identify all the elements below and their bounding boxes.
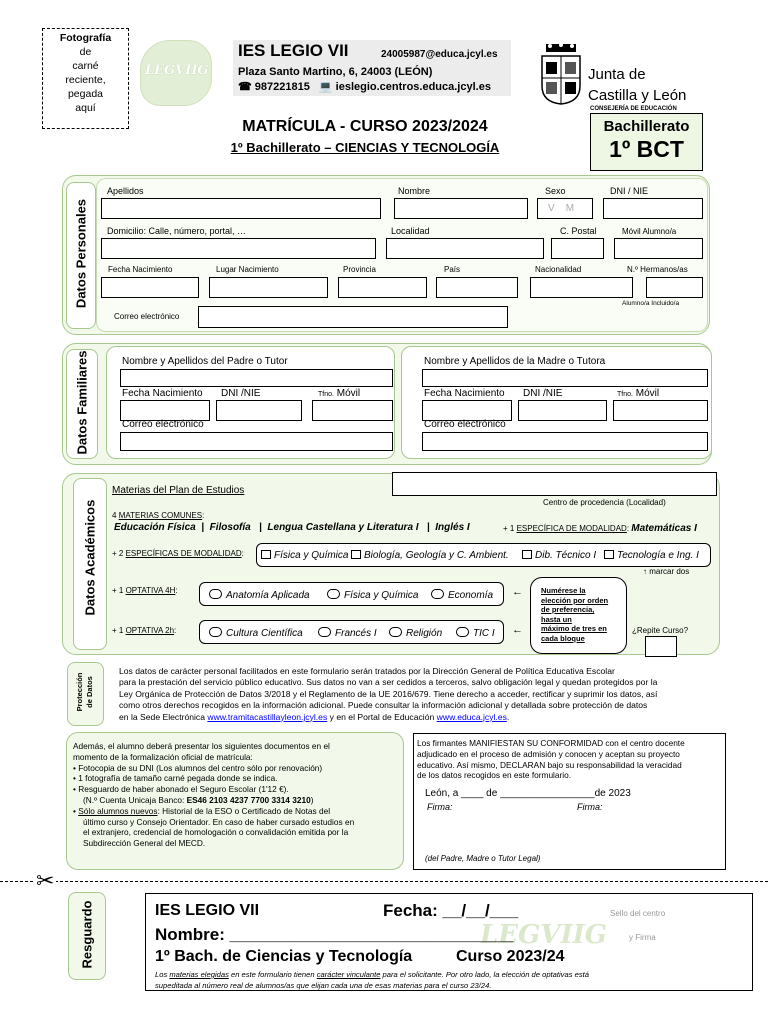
radio-icon [209,627,222,637]
padre-nombre-field[interactable] [120,369,393,387]
centro-field[interactable] [392,472,717,496]
documentos-item-3c-text: ) [310,794,314,805]
academicos-section-label: Datos Académicos [82,499,98,616]
resguardo-note-1 [155,970,589,981]
dos-option-2[interactable] [351,550,509,561]
documentos-item-1-text: Fotocopia de su DNI (Los alumnos del centro sólo por renovación) [78,762,323,773]
preference-note-2: elección por orden [541,595,609,605]
documentos-item-4-label: Sólo alumnos nuevos [78,805,158,816]
materias-label: Materias del Plan de Estudios [112,485,245,496]
firmantes-line-2: adjudicado en el proceso de admisión y conocen y aceptan su proyecto [417,748,680,759]
documentos-account: ES46 2103 4237 7700 3314 3210 [186,794,311,805]
opt2-option-2-label: Francés I [335,628,377,639]
arrow-left-icon: ← [512,624,523,636]
padre-movil-field[interactable] [312,400,393,421]
movil-field[interactable] [614,238,703,259]
resguardo-curso: 1º Bach. de Ciencias y Tecnología [155,948,413,965]
firmantes-fecha[interactable]: León, a ____ de _________________de 2023 [425,788,631,799]
cpostal-label: C. Postal [560,226,597,236]
especifica-prefix: + 1 [503,524,515,533]
madre-movil-field[interactable] [613,400,708,421]
proteccion-section-label [75,662,95,722]
comunes-line: 4 MATERIAS COMUNES: [112,511,205,520]
dos-label: ESPECÍFICAS DE MODALIDAD [125,549,242,558]
madre-title: Nombre y Apellidos de la Madre o Tutora [424,356,606,367]
proteccion-line-1: Los datos de carácter personal facilitados en este formulario serán tratados por la Dirección General de Política Educativa Escolar [119,666,615,676]
phone-row [238,80,491,93]
madre-fecha-label: Fecha Nacimiento [424,388,505,399]
resguardo-section-label: Resguardo [79,900,95,969]
padre-fecha-field[interactable] [120,400,210,421]
resguardo-note-2: supeditada al número real de alumnos/as que elijan cada una de esas materias para el curso 23/24. [155,980,492,990]
proteccion-text [119,666,657,723]
radio-icon [327,589,340,599]
resguardo-note [155,970,589,991]
phone-icon: ☎ [238,81,252,93]
school-web: ieslegio.centros.educa.jcyl.es [335,81,491,93]
opt4-prefix: + 1 [112,586,124,595]
educa-link[interactable]: www.educa.jcyl.es [436,711,507,722]
madre-movil-text: Móvil [635,388,660,399]
opt2-option-3[interactable] [389,627,442,639]
checkbox-icon [522,550,532,559]
proteccion-label-1: Protección [75,672,84,712]
fecha-nac-field[interactable] [101,277,199,298]
dos-option-2-label: Biología, Geología y C. Ambient. [364,550,509,561]
madre-fecha-field[interactable] [422,400,512,421]
resguardo-curso-year: Curso 2023/24 [456,948,565,965]
madre-dni-field[interactable] [518,400,607,421]
proteccion-line-5c: . [506,711,510,722]
dos-option-1-label: Física y Química [274,550,349,561]
documentos-item-3: • Resguardo de haber abonado el Seguro Escolar (1'12 €). [73,784,289,795]
madre-dni-label: DNI /NIE [523,388,563,399]
badge-main: 1º BCT [609,136,684,162]
computer-icon: 💻 [318,81,333,93]
checkbox-icon [351,550,361,559]
dos-prefix: + 2 [112,549,124,558]
opt2-label: OPTATIVA 2h [125,626,175,635]
apellidos-label: Apellidos [107,186,144,196]
madre-tfno-label [617,388,659,399]
preference-note-3: de preferencia, [541,605,595,614]
especifica-line: + 1 ESPECÍFICA DE MODALIDAD: Matemáticas I [503,523,697,534]
tutor-note: (del Padre, Madre o Tutor Legal) [425,854,541,863]
radio-icon [456,627,469,637]
resguardo-nombre[interactable]: Nombre: ______________________________ [155,925,514,944]
dos-option-3-label: Dib. Técnico I [535,550,597,561]
correo-label: Correo electrónico [114,312,180,321]
junta-line-2: Castilla y León [588,87,687,104]
movil-label: Móvil Alumno/a [622,227,677,236]
repite-label: ¿Repite Curso? [632,626,689,635]
checkbox-icon [604,550,614,559]
firmantes-line-4: de los datos recogidos en este formulario. [417,770,572,781]
junta-line-1: Junta de [588,66,646,83]
opt2-line: + 1 OPTATIVA 2h: [112,626,177,635]
resguardo-note-u2: carácter vinculante [316,970,381,979]
opt4-option-2[interactable] [327,589,418,601]
opt2-prefix: + 1 [112,626,124,635]
proteccion-line-4: como otros derechos recogidos en la información adicional. Puede consultar la información adicional y detallada sobre protección de datos [119,700,648,711]
junta-logo [538,42,584,106]
lugar-nac-field[interactable] [209,277,328,298]
documentos-item-3-text: Resguardo de haber abonado el Seguro Escolar (1'12 €). [78,784,289,795]
resguardo-note-b: en este formulario tienen [228,970,317,979]
proteccion-line-3: Ley Orgánica de Protección de Datos 3/2018 y el Reglamento de la UE 2016/679. Tiene derecho a acceder, rectificar y suprimir los datos, así [119,688,658,699]
sede-link[interactable]: www.tramitacastillayleon.jcyl.es [207,711,328,722]
comunes-list: Educación Física | Filosofía | Lengua Castellana y Literatura I | Inglés I [114,522,470,533]
opt4-option-2-label: Física y Química [344,590,419,601]
opt4-option-1-label: Anatomía Aplicada [226,590,310,601]
madre-correo-label: Correo electrónico [424,419,506,430]
dos-option-1[interactable] [261,550,348,561]
padre-dni-field[interactable] [216,400,302,421]
dos-line: + 2 ESPECÍFICAS DE MODALIDAD: [112,549,244,558]
provincia-field[interactable] [338,277,427,298]
sello-label-1: Sello del centro [610,909,666,918]
padre-correo-field[interactable] [120,432,393,451]
documentos-item-2: • 1 fotografía de tamaño carné pegada donde se indica. [73,773,278,784]
firmantes-line-3: educativo. Así mismo, DECLARAN bajo su responsabilidad la veracidad [417,759,682,770]
photo-label-6: aquí [75,102,96,114]
padre-title: Nombre y Apellidos del Padre o Tutor [122,356,288,367]
documentos-item-4: • Sólo alumnos nuevos: Historial de la ESO o Certificado de Notas del [73,805,331,816]
opt4-option-1[interactable] [209,589,310,601]
personal-section-label: Datos Personales [73,198,89,309]
opt4-option-3-label: Economía [448,590,494,601]
centro-label: Centro de procedencia (Localidad) [543,498,666,507]
documentos-intro-1: Además, el alumno deberá presentar los siguientes documentos en el [73,741,330,751]
padre-tfno-text: Tfno. [318,391,334,398]
opt2-option-4[interactable] [456,627,495,639]
photo-label-1: Fotografía [59,32,112,44]
comunes-prefix: 4 [112,511,117,520]
localidad-field[interactable] [386,238,544,259]
photo-label-3: carné [72,60,99,72]
badge-top: Bachillerato [603,118,690,135]
preference-note-6: cada bloque [541,633,585,643]
photo-label-2: de [79,46,92,58]
school-name: IES LEGIO VII [238,41,349,60]
firma-label-1: Firma: [427,802,453,812]
firmantes-text [417,738,685,781]
dos-option-3[interactable] [522,550,596,561]
domicilio-field[interactable] [101,238,376,259]
preference-note-4: hasta un [541,614,572,624]
repite-field[interactable] [645,636,677,657]
proteccion-line-5a: en la Sede Electrónica [119,711,208,722]
dni-field[interactable] [603,198,703,219]
resguardo-watermark: LEGVIIG [480,920,608,950]
scissors-icon: ✂ [36,868,55,893]
radio-icon [389,627,402,637]
especifica-label: ESPECÍFICA DE MODALIDAD [516,524,627,533]
photo-label-4: reciente, [65,74,106,86]
sexo-options: V M [548,203,575,214]
proteccion-line-5 [119,712,657,723]
proteccion-line-2: para la prestación del servicio público educativo. Sus datos no van a ser cedidos a terceros, salvo obligación legal y quedan protegidos por la [119,677,658,688]
photo-label-5: pegada [67,88,104,100]
hermanos-label: N.º Hermanos/as [627,265,688,274]
checkbox-icon [261,550,271,559]
documentos-item-4c: el extranjero, credencial de homologación o convalidación emitida por la [83,827,349,838]
opt2-option-1[interactable] [209,627,303,639]
madre-correo-field[interactable] [422,432,708,451]
firma-label-2: Firma: [577,802,603,812]
documentos-item-1: • Fotocopia de su DNI (Los alumnos del centro sólo por renovación) [73,762,323,773]
opt4-line: + 1 OPTATIVA 4H: [112,586,178,595]
dos-option-4[interactable] [604,550,699,561]
sello-label-2: y Firma [629,933,656,942]
padre-fecha-label: Fecha Nacimiento [122,388,203,399]
comunes-label: MATERIAS COMUNES [118,511,203,520]
documentos-item-2-text: 1 fotografía de tamaño carné pegada donde se indica. [78,773,278,784]
dos-option-4-label: Tecnología e Ing. I [617,550,699,561]
lugar-nac-label: Lugar Nacimiento [216,265,279,274]
hermanos-field[interactable] [646,277,703,298]
preference-note-5: máximo de tres en [541,624,607,633]
nacionalidad-label: Nacionalidad [535,265,582,274]
marcar-dos-note: ↑ marcar dos [643,567,690,576]
resguardo-note-u1: materias elegidas [169,970,229,979]
documentos-text [73,741,398,849]
opt2-option-3-label: Religión [406,628,443,639]
documentos-item-4b: último curso y Consejo Orientador. En caso de haber cursado estudios en [83,816,355,827]
radio-icon [209,589,222,599]
school-address: Plaza Santo Martino, 6, 24003 (LEÓN) [238,66,433,78]
junta-text [588,64,686,106]
nacionalidad-field[interactable] [530,277,633,298]
page-subtitle: 1º Bachillerato – CIENCIAS Y TECNOLOGÍA [230,140,500,155]
familiares-section-label: Datos Familiares [74,350,90,455]
page-title: MATRÍCULA - CURSO 2023/2024 [242,118,488,135]
domicilio-label: Domicilio: Calle, número, portal, … [107,226,247,236]
preference-note-1: Numérese la [541,586,586,595]
cpostal-field[interactable] [551,238,604,259]
provincia-label: Provincia [343,265,376,274]
correo-field[interactable] [198,306,508,328]
course-badge [590,113,703,171]
opt4-option-3[interactable] [431,589,493,601]
preference-note [530,577,627,654]
sexo-label: Sexo [545,186,566,196]
arrow-left-icon: ← [512,586,523,598]
nombre-label: Nombre [398,186,431,196]
documentos-item-4-text: : Historial de la ESO o Certificado de Notas del [157,805,331,816]
radio-icon [318,627,331,637]
school-logo-text: LEGVIIG [145,63,209,78]
proteccion-label-2: de Datos [85,676,94,708]
padre-tfno-label [318,388,360,399]
opt2-option-4-label: TIC I [473,628,495,639]
fecha-nac-label: Fecha Nacimiento [108,265,173,274]
school-logo [140,40,212,106]
apellidos-field[interactable] [101,198,381,219]
radio-icon [431,589,444,599]
opt2-option-1-label: Cultura Científica [226,628,303,639]
documentos-item-4d: Subdirección General del MECD. [83,838,206,849]
pais-field[interactable] [436,277,518,298]
photo-box [42,28,129,129]
school-email: 24005987@educa.jcyl.es [381,49,498,60]
documentos-intro-2: momento de la formalización oficial de matrícula: [73,751,253,762]
proteccion-line-5b: y en el Portal de Educación [327,711,437,722]
opt4-label: OPTATIVA 4H [125,586,176,595]
opt2-option-2[interactable] [318,627,377,639]
junta-dept: CONSEJERÍA DE EDUCACIÓN [590,106,677,112]
resguardo-note-c: para el solicitante. Por otro lado, la elección de optativas está [380,970,589,979]
resguardo-school: IES LEGIO VII [155,902,260,919]
especifica-value: Matemáticas I [631,523,697,534]
documentos-item-3b-text: (N.º Cuenta Unicaja Banco: [83,794,187,805]
padre-correo-label: Correo electrónico [122,419,204,430]
dni-label: DNI / NIE [610,186,649,196]
nombre-field[interactable] [394,198,528,219]
resguardo-note-a: Los [155,970,170,979]
madre-nombre-field[interactable] [422,369,708,387]
sexo-field[interactable] [537,198,593,219]
madre-tfno-text: Tfno. [617,391,633,398]
documentos-item-3b [73,795,398,806]
firmantes-line-1: Los firmantes MANIFIESTAN SU CONFORMIDAD con el centro docente [417,738,685,748]
pais-label: País [444,265,461,274]
school-phone: 987221815 [254,81,310,93]
hermanos-note: Alumno/a Incluido/a [622,300,680,307]
localidad-label: Localidad [391,226,430,236]
padre-dni-label: DNI /NIE [221,388,261,399]
school-header [233,40,511,96]
padre-movil-text: Móvil [336,388,361,399]
cut-line [0,881,768,882]
resguardo-fecha[interactable]: Fecha: __/__/___ [383,901,519,920]
